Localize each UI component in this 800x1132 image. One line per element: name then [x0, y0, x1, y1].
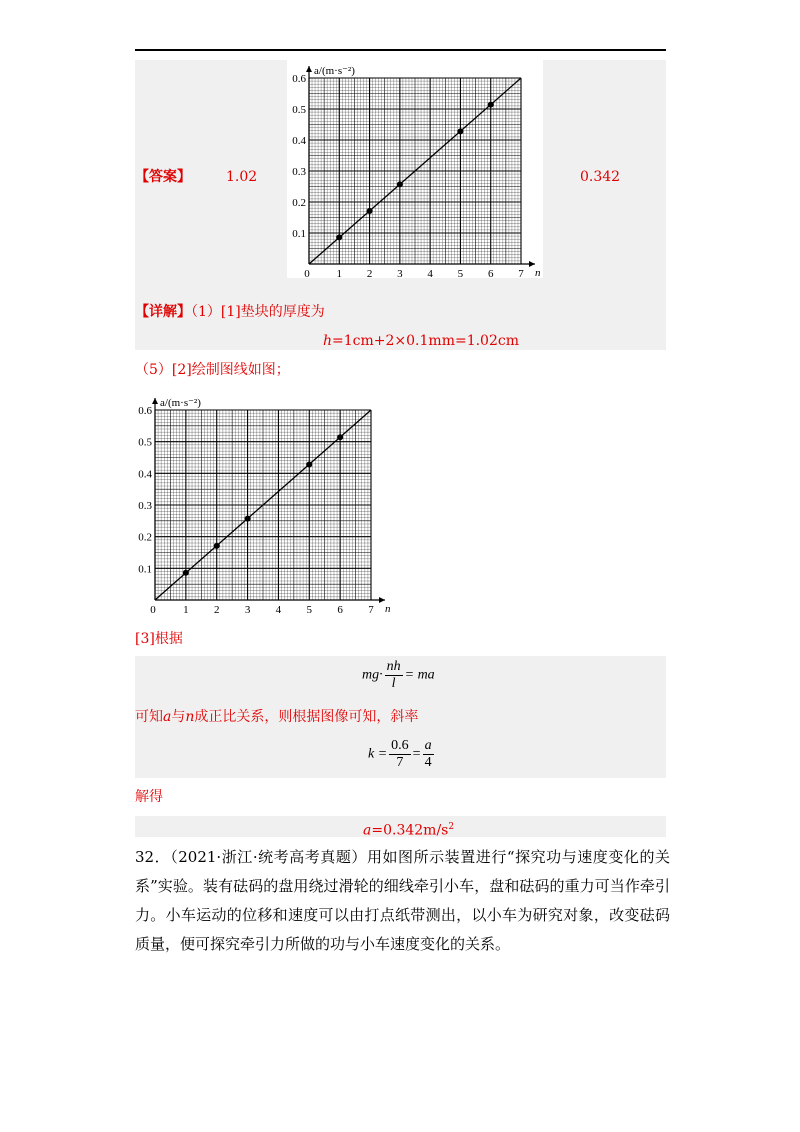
conclusion-var2: n [185, 709, 195, 725]
y-tick-label: 0.1 [292, 228, 306, 240]
equation-thickness [323, 331, 519, 351]
question-32 [135, 843, 670, 959]
x-tick-label: 6 [487, 268, 494, 278]
eq3-num1: 0.6 [391, 738, 409, 753]
eq2-left: mg· [362, 667, 383, 683]
detail-part-3: [3]根据 [135, 631, 183, 647]
x-tick-label: 4 [427, 268, 433, 278]
y-tick-label: 0.5 [138, 436, 152, 449]
answer-value-1: 1.02 [226, 169, 258, 185]
data-point [183, 570, 189, 576]
x-tick-label: 3 [397, 268, 403, 278]
eq1-var: h [323, 333, 333, 349]
conclusion-b: 与 [171, 709, 186, 725]
data-point [245, 516, 251, 522]
data-point [457, 128, 463, 134]
data-point [488, 102, 494, 108]
y-axis-arrow [306, 66, 312, 72]
plotted-chart [133, 392, 393, 614]
eq4-sup: 2 [448, 822, 455, 832]
eq2-den: l [391, 676, 396, 691]
y-axis-label: a/(m·s⁻²) [160, 397, 201, 409]
detail-label: 【详解】 [135, 304, 191, 320]
answer-value-2: 0.342 [580, 169, 621, 185]
eq4-rest: =0.342m/s [371, 822, 449, 839]
question-text: （2021·浙江·统考高考真题）用如图所示装置进行“探究功与速度变化的关系”实验。装有砝码的盘用绕过滑轮的细线牵引小车，盘和砝码的重力可当作牵引力。小车运动的位移和速度可以由打点纸带测出，以小车为研究对象，改变砝码质量，便可探究牵引力所做的功与小车速度变化的关系。 [135, 848, 670, 953]
conclusion-var1: a [163, 709, 172, 725]
eq2-num: nh [386, 659, 401, 674]
equation-slope [368, 738, 436, 771]
y-tick-label: 0.5 [292, 104, 306, 116]
y-tick-label: 0.3 [138, 500, 152, 512]
data-point [367, 208, 373, 214]
y-tick-label: 0.2 [138, 531, 152, 544]
y-tick-label: 0.4 [292, 135, 306, 147]
eq3-num2: a [424, 738, 432, 753]
y-tick-label: 0.3 [292, 166, 306, 178]
equation-force [362, 659, 435, 692]
question-number: 32． [135, 848, 171, 866]
x-tick-label: 6 [337, 604, 343, 614]
y-tick-label: 0.1 [138, 563, 152, 576]
x-tick-label: 0 [150, 604, 156, 614]
x-tick-label: 3 [244, 604, 251, 614]
eq3-den1: 7 [396, 755, 404, 770]
eq4-var: a [363, 822, 372, 839]
conclusion-line [135, 707, 418, 727]
header-rule [135, 49, 666, 51]
conclusion-c: 成正比关系，则根据图像可知，斜率 [194, 709, 419, 725]
y-tick-label: 0.4 [138, 468, 152, 481]
eq3-minus: = [412, 746, 421, 762]
data-point [337, 434, 343, 440]
answer-chart [287, 60, 543, 278]
y-axis-arrow [152, 398, 158, 404]
y-tick-label: 0.6 [292, 73, 306, 85]
eq3-fraction-1 [389, 738, 411, 771]
x-axis-label: n [535, 267, 541, 278]
detail-part-1: （1）[1]垫块的厚度为 [191, 304, 325, 320]
equation-result [363, 817, 454, 841]
answer-label: 【答案】 [135, 169, 191, 185]
x-tick-label: 5 [457, 268, 464, 278]
x-tick-label: 1 [336, 268, 343, 278]
x-tick-label: 2 [213, 604, 220, 614]
chart-svg [133, 392, 393, 614]
detail-part-5: （5）[2]绘制图线如图； [135, 362, 290, 378]
eq2-right: = ma [404, 667, 435, 683]
detail-line-1 [135, 302, 325, 322]
y-tick-label: 0.2 [292, 197, 306, 209]
x-tick-label: 7 [368, 604, 374, 614]
y-axis-label: a/(m·s⁻²) [314, 65, 355, 77]
eq3-left: k = [368, 746, 388, 762]
data-point [397, 181, 403, 187]
data-point [336, 234, 342, 240]
solve-label: 解得 [135, 789, 163, 805]
data-point [306, 461, 312, 467]
eq1-rest: =1cm+2×0.1mm=1.02cm [332, 333, 519, 349]
x-tick-label: 2 [366, 268, 373, 278]
x-tick-label: 4 [275, 604, 282, 614]
y-tick-label: 0.6 [138, 405, 152, 417]
eq2-fraction [385, 659, 403, 692]
eq3-den2: 4 [424, 755, 432, 770]
x-tick-label: 1 [183, 604, 189, 614]
x-tick-label: 7 [518, 268, 524, 278]
x-tick-label: 5 [306, 604, 313, 614]
data-point [214, 543, 220, 549]
x-tick-label: 0 [304, 268, 310, 278]
conclusion-a: 可知 [135, 709, 163, 725]
x-axis-label: n [385, 603, 391, 614]
eq3-fraction-2 [423, 738, 434, 771]
chart-svg [287, 60, 543, 278]
